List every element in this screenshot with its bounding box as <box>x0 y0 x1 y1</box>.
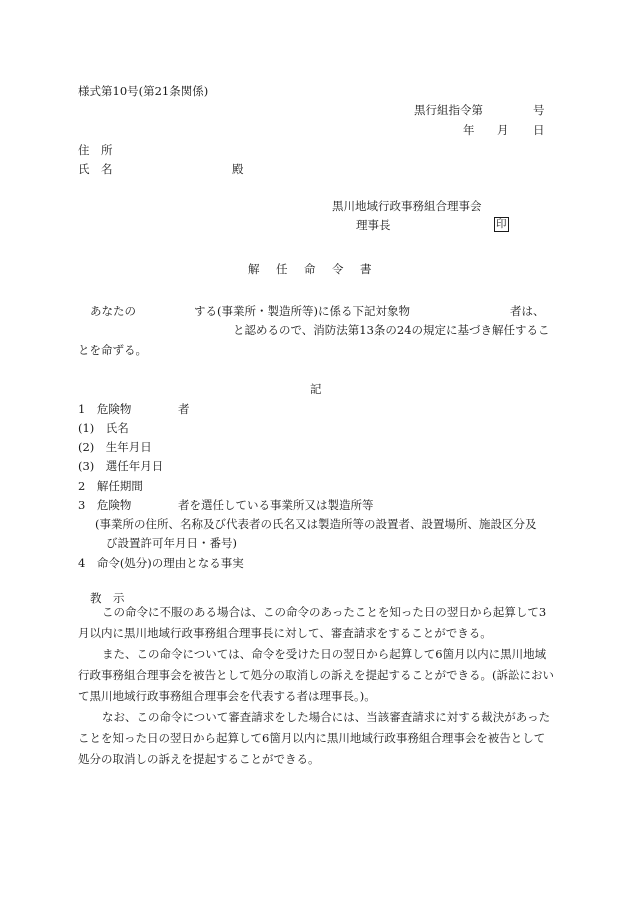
item-4: 4 命令(処分)の理由となる事実 <box>78 556 244 570</box>
item-2: 2 解任期間 <box>78 479 143 493</box>
item-1-2: (2) 生年月日 <box>78 440 152 454</box>
notice-paragraph-1: この命令に不服のある場合は、この命令のあったことを知った日の翌日から起算して3月以内に黒川地域行政事務組合理事長に対して、審査請求をすることができる。 <box>78 605 547 640</box>
body-line3: とを命ずる。 <box>78 343 147 357</box>
item-1-1: (1) 氏名 <box>78 421 129 435</box>
form-number: 様式第10号(第21条関係) <box>78 84 209 98</box>
date-year: 年 <box>463 123 475 137</box>
item-1-b: 者 <box>178 402 190 416</box>
item-3-note-1: (事業所の住所、名称及び代表者の氏名又は製造所等の設置者、設置場所、施設区分及 <box>95 517 537 531</box>
body-line1-b: する(事業所・製造所等)に係る下記対象物 <box>194 304 410 318</box>
body-line1-c: 者は、 <box>510 304 545 318</box>
body-line2: と認めるので、消防法第13条の24の規定に基づき解任するこ <box>233 323 550 337</box>
title-char: 書 <box>360 262 372 276</box>
issuer-title: 理事長 <box>356 218 391 232</box>
seal-mark <box>494 217 509 232</box>
date-day: 日 <box>533 123 545 137</box>
item-3-note-2: び設置許可年月日・番号) <box>106 536 237 550</box>
ki-heading: 記 <box>310 382 322 396</box>
title-char: 命 <box>304 262 316 276</box>
doc-number-suffix: 号 <box>533 103 545 117</box>
seal-box: 印 <box>496 218 507 230</box>
item-3-b: 者を選任している事業所又は製造所等 <box>178 498 374 512</box>
title-char: 解 <box>248 262 260 276</box>
address-label: 住 所 <box>78 143 113 157</box>
honorific: 殿 <box>232 162 244 176</box>
item-1-a: 1 危険物 <box>78 402 132 416</box>
item-1-3: (3) 選任年月日 <box>78 459 164 473</box>
title-char: 令 <box>332 262 344 276</box>
notice-paragraph-2: また、この命令については、命令を受けた日の翌日から起算して6箇月以内に黒川地域行政事務組合理事会を被告として処分の取消しの訴えを提起することができる。(訴訟において黒川地域行政事務組合理事会を代表する者は理事長。)。 <box>78 647 554 703</box>
notice-paragraph-3: なお、この命令について審査請求をした場合には、当該審査請求に対する裁決があったことを知った日の翌日から起算して6箇月以内に黒川地域行政事務組合理事会を被告として処分の取消しの訴えを提起することができる。 <box>78 710 551 766</box>
issuer-org: 黒川地域行政事務組合理事会 <box>332 199 482 213</box>
body-line1-a: あなたの <box>90 304 136 318</box>
name-label: 氏 名 <box>78 162 113 176</box>
document-title <box>248 264 372 276</box>
doc-number-prefix: 黒行組指令第 <box>414 103 483 117</box>
date-month: 月 <box>497 123 509 137</box>
notice-heading: 教 示 <box>90 591 125 605</box>
item-3-a: 3 危険物 <box>78 498 132 512</box>
title-char: 任 <box>276 262 288 276</box>
